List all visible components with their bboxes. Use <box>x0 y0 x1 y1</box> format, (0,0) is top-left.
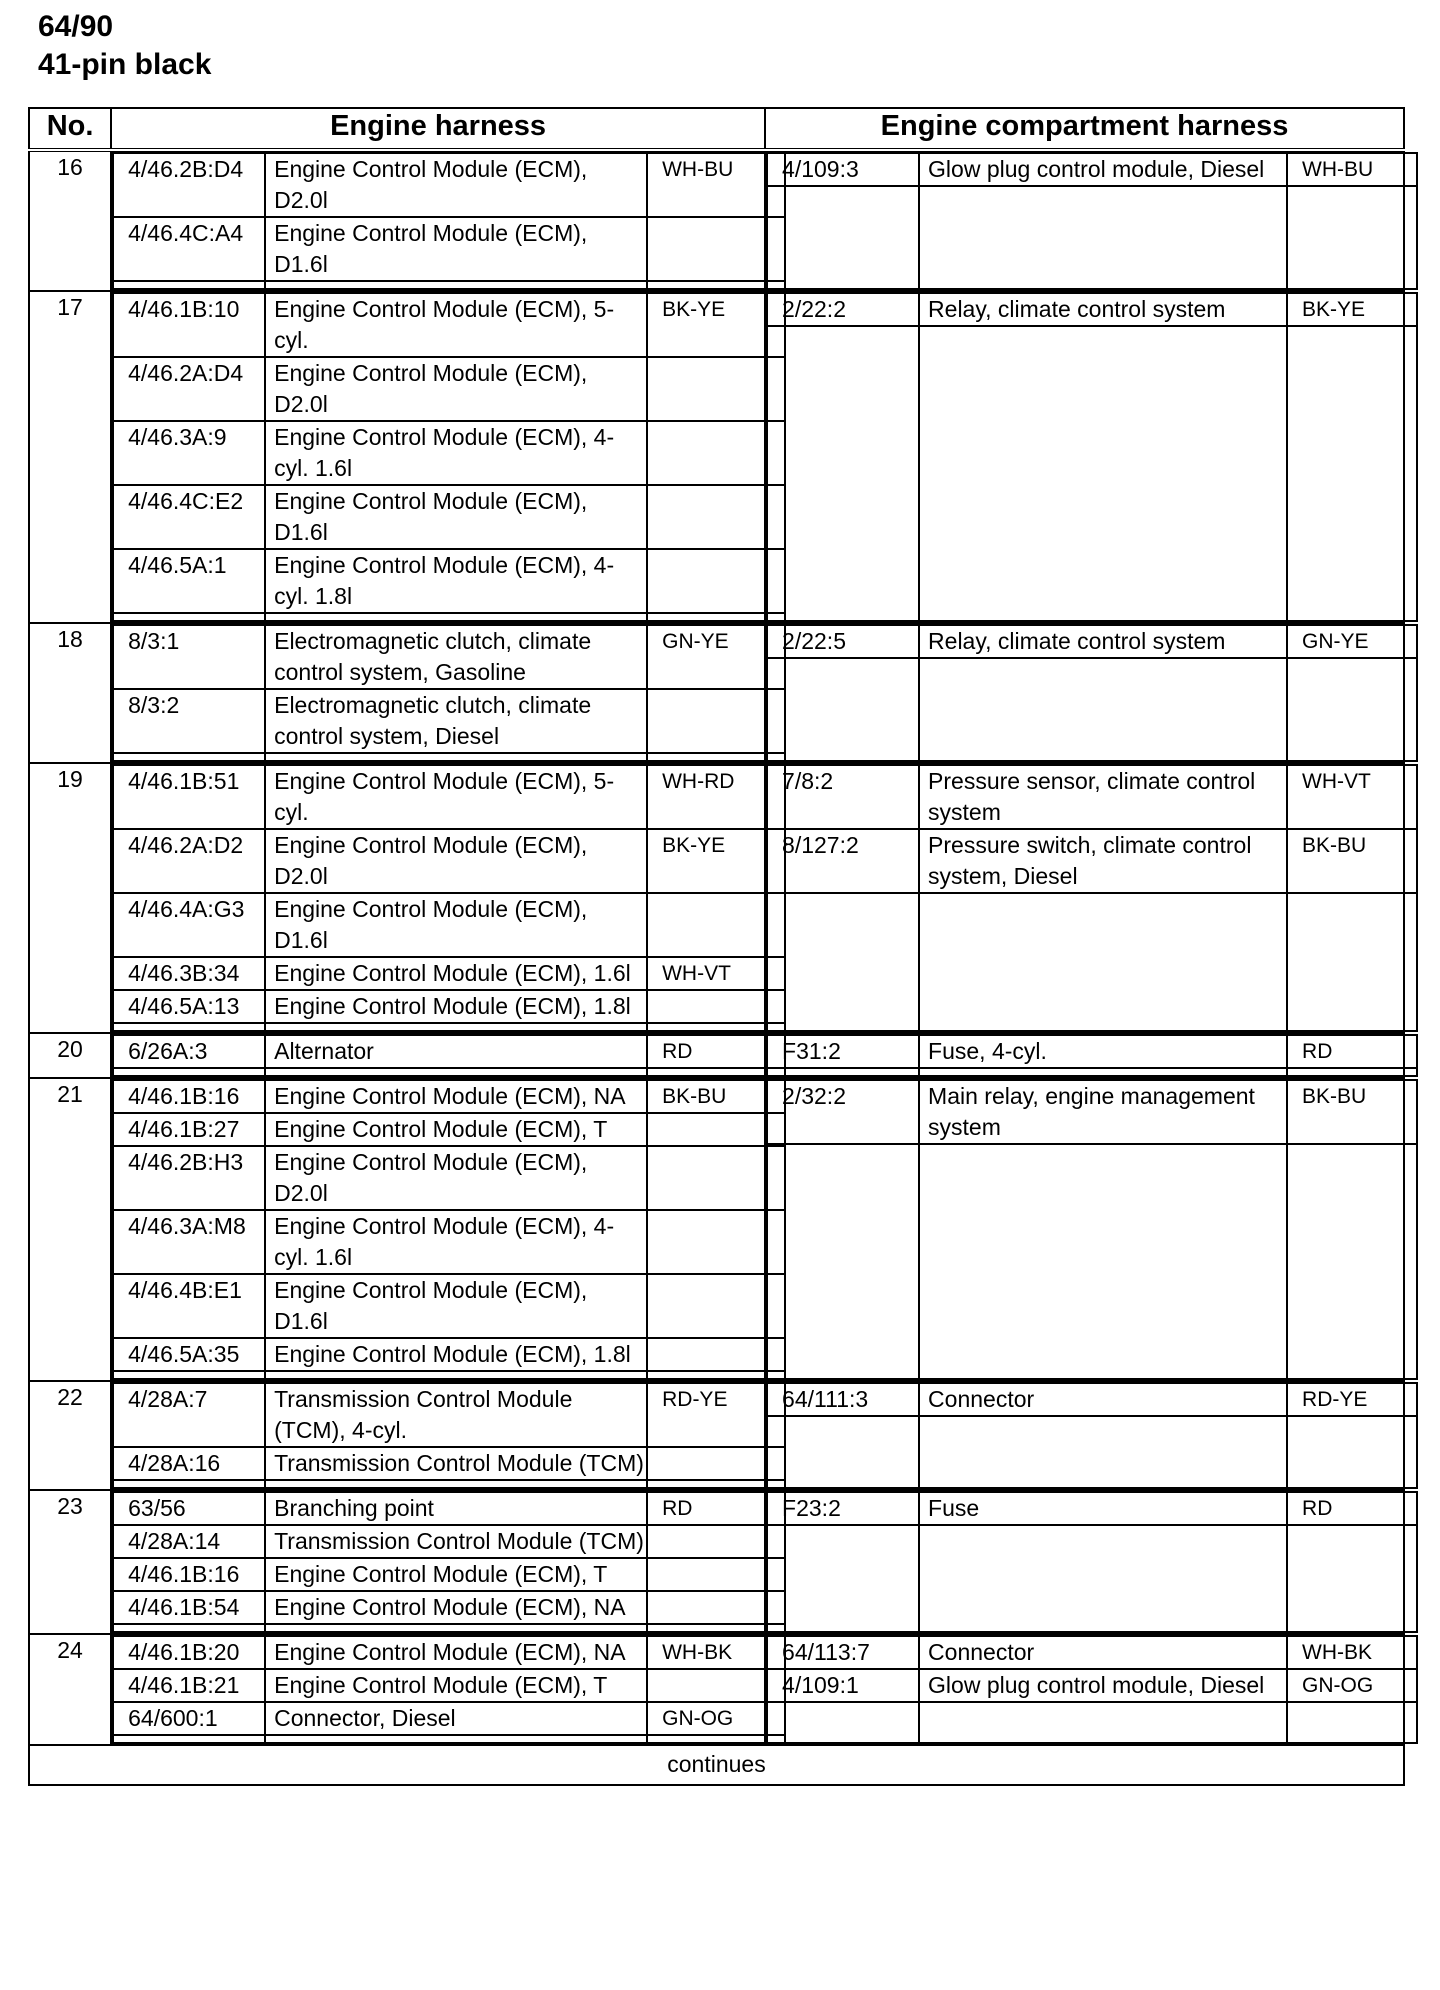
row-number: 23 <box>29 1490 111 1634</box>
spacer-row <box>113 1735 785 1743</box>
connection-entry <box>113 1274 785 1338</box>
wire-color: RD <box>1287 1492 1417 1525</box>
connector-id: 4/46.3A:M8 <box>113 1210 265 1274</box>
component-description: Pressure switch, climate control system, Diesel <box>919 829 1287 893</box>
spacer-row <box>113 753 785 761</box>
table-row <box>29 1033 1404 1078</box>
component-description: Branching point <box>265 1492 647 1525</box>
connection-entry <box>113 957 785 990</box>
connector-id: 4/46.1B:20 <box>113 1636 265 1669</box>
component-description: Engine Control Module (ECM), 1.8l <box>265 990 647 1023</box>
connector-id: 4/46.1B:51 <box>113 765 265 829</box>
component-description: Connector <box>919 1636 1287 1669</box>
connection-entry <box>113 217 785 281</box>
table-row <box>29 1381 1404 1490</box>
wire-color: WH-BK <box>647 1636 785 1669</box>
row-number: 20 <box>29 1033 111 1078</box>
connector-id: 4/46.2A:D2 <box>113 829 265 893</box>
connection-entry <box>767 829 1417 893</box>
component-description: Engine Control Module (ECM), D2.0l <box>265 1146 647 1210</box>
wire-color: WH-BU <box>1287 153 1417 186</box>
wire-color: RD-YE <box>647 1383 785 1447</box>
table-row <box>29 150 1404 291</box>
component-description: Engine Control Module (ECM), 1.6l <box>265 957 647 990</box>
component-description: Relay, climate control system <box>919 625 1287 658</box>
connection-entry <box>113 625 785 689</box>
component-description: Engine Control Module (ECM), 5-cyl. <box>265 293 647 357</box>
wire-color: GN-YE <box>647 625 785 689</box>
spacer-row <box>113 1371 785 1379</box>
connection-entry <box>113 1636 785 1669</box>
component-description: Engine Control Module (ECM), T <box>265 1113 647 1146</box>
connection-entry <box>113 421 785 485</box>
connector-id: 64/111:3 <box>767 1383 919 1416</box>
spacer-row <box>113 281 785 289</box>
table-row <box>29 291 1404 623</box>
connector-id: 7/8:2 <box>767 765 919 829</box>
component-description: Engine Control Module (ECM), 4-cyl. 1.6l <box>265 1210 647 1274</box>
component-description: Engine Control Module (ECM), D1.6l <box>265 485 647 549</box>
component-description: Engine Control Module (ECM), 4-cyl. 1.8l <box>265 549 647 613</box>
table-row <box>29 1490 1404 1634</box>
wire-color: BK-BU <box>1287 829 1417 893</box>
connection-entry <box>113 549 785 613</box>
wire-color: WH-VT <box>647 957 785 990</box>
table-row <box>29 763 1404 1033</box>
table-row <box>29 1078 1404 1381</box>
compartment-harness-cell <box>765 763 1404 1033</box>
wire-color: BK-BU <box>1287 1080 1417 1144</box>
component-description: Fuse <box>919 1492 1287 1525</box>
connector-id: 2/22:5 <box>767 625 919 658</box>
spacer-row <box>767 186 1417 289</box>
connector-id: 8/3:2 <box>113 689 265 753</box>
connector-id: 4/46.1B:21 <box>113 1669 265 1702</box>
table-body <box>29 150 1404 1745</box>
connector-id: F31:2 <box>767 1035 919 1068</box>
connector-id: 64/600:1 <box>113 1702 265 1735</box>
connector-id: F23:2 <box>767 1492 919 1525</box>
engine-harness-cell <box>111 1033 765 1078</box>
page-header <box>38 8 211 84</box>
connector-id: 4/46.1B:54 <box>113 1591 265 1624</box>
harness-table <box>28 107 1405 1786</box>
connector-id: 4/46.4A:G3 <box>113 893 265 957</box>
connection-entry <box>113 1558 785 1591</box>
page-subtitle: 41-pin black <box>38 48 212 81</box>
table-row <box>29 623 1404 763</box>
row-number: 19 <box>29 763 111 1033</box>
connection-entry <box>113 893 785 957</box>
connection-entry <box>113 1383 785 1447</box>
connection-entry <box>113 1591 785 1624</box>
engine-harness-cell <box>111 1381 765 1490</box>
wire-color: WH-RD <box>647 765 785 829</box>
component-description: Alternator <box>265 1035 647 1068</box>
connection-entry <box>767 293 1417 326</box>
connector-id: 2/22:2 <box>767 293 919 326</box>
row-number: 24 <box>29 1634 111 1745</box>
component-description: Engine Control Module (ECM), 4-cyl. 1.6l <box>265 421 647 485</box>
connection-entry <box>113 357 785 421</box>
component-description: Transmission Control Module (TCM) <box>265 1447 647 1480</box>
compartment-harness-cell <box>765 623 1404 763</box>
connection-entry <box>113 765 785 829</box>
wire-color: RD-YE <box>1287 1383 1417 1416</box>
connector-id: 2/32:2 <box>767 1080 919 1144</box>
spacer-row <box>113 1023 785 1031</box>
component-description: Electromagnetic clutch, climate control system, Gasoline <box>265 625 647 689</box>
connection-entry <box>113 1035 785 1068</box>
connector-id: 8/3:1 <box>113 625 265 689</box>
connection-entry <box>113 1492 785 1525</box>
wire-color: WH-VT <box>1287 765 1417 829</box>
component-description: Glow plug control module, Diesel <box>919 1669 1287 1702</box>
engine-harness-cell <box>111 1634 765 1745</box>
footer-row <box>29 1745 1404 1785</box>
compartment-harness-cell <box>765 1033 1404 1078</box>
spacer-row <box>767 1068 1417 1076</box>
connector-id: 8/127:2 <box>767 829 919 893</box>
connector-id: 4/46.2B:D4 <box>113 153 265 217</box>
spacer-row <box>113 613 785 621</box>
connection-entry <box>767 1492 1417 1525</box>
spacer-row <box>767 1525 1417 1632</box>
connector-id: 4/46.5A:13 <box>113 990 265 1023</box>
component-description: Engine Control Module (ECM), D1.6l <box>265 217 647 281</box>
connector-id: 4/46.2A:D4 <box>113 357 265 421</box>
connector-id: 4/46.1B:10 <box>113 293 265 357</box>
component-description: Engine Control Module (ECM), 1.8l <box>265 1338 647 1371</box>
engine-harness-cell <box>111 1490 765 1634</box>
connector-id: 63/56 <box>113 1492 265 1525</box>
component-description: Engine Control Module (ECM), NA <box>265 1591 647 1624</box>
wire-color: RD <box>647 1492 785 1525</box>
component-description: Connector, Diesel <box>265 1702 647 1735</box>
wire-color: WH-BU <box>647 153 785 217</box>
wire-color: BK-YE <box>647 293 785 357</box>
component-description: Fuse, 4-cyl. <box>919 1035 1287 1068</box>
wire-color: WH-BK <box>1287 1636 1417 1669</box>
component-description: Main relay, engine management system <box>919 1080 1287 1144</box>
connector-id: 4/46.5A:1 <box>113 549 265 613</box>
wire-color: BK-BU <box>647 1080 785 1113</box>
engine-harness-cell <box>111 763 765 1033</box>
component-description: Relay, climate control system <box>919 293 1287 326</box>
engine-harness-cell <box>111 623 765 763</box>
connection-entry <box>767 1035 1417 1068</box>
component-description: Engine Control Module (ECM), 5-cyl. <box>265 765 647 829</box>
component-description: Electromagnetic clutch, climate control system, Diesel <box>265 689 647 753</box>
connector-id: 4/109:1 <box>767 1669 919 1702</box>
spacer-row <box>767 658 1417 761</box>
compartment-harness-cell <box>765 291 1404 623</box>
connector-id: 64/113:7 <box>767 1636 919 1669</box>
component-description: Transmission Control Module (TCM), 4-cyl. <box>265 1383 647 1447</box>
wire-color: BK-YE <box>647 829 785 893</box>
page-ref: 64/90 <box>38 10 114 43</box>
spacer-row <box>767 1702 1417 1743</box>
connector-id: 4/46.1B:16 <box>113 1080 265 1113</box>
compartment-harness-cell <box>765 1634 1404 1745</box>
connector-id: 6/26A:3 <box>113 1035 265 1068</box>
component-description: Engine Control Module (ECM), D2.0l <box>265 153 647 217</box>
header-no: No. <box>29 108 111 150</box>
connector-id: 4/109:3 <box>767 153 919 186</box>
row-number: 16 <box>29 150 111 291</box>
wire-color: RD <box>647 1035 785 1068</box>
row-number: 17 <box>29 291 111 623</box>
wire-color: GN-OG <box>1287 1669 1417 1702</box>
header-compartment-harness: Engine compartment harness <box>765 108 1404 150</box>
connection-entry <box>113 1669 785 1702</box>
compartment-harness-cell <box>765 1078 1404 1381</box>
engine-harness-cell <box>111 150 765 291</box>
connection-entry <box>113 1525 785 1558</box>
spacer-row <box>767 1416 1417 1488</box>
component-description: Engine Control Module (ECM), T <box>265 1669 647 1702</box>
component-description: Connector <box>919 1383 1287 1416</box>
compartment-harness-cell <box>765 150 1404 291</box>
connection-entry <box>767 625 1417 658</box>
connector-id: 4/46.3A:9 <box>113 421 265 485</box>
connector-id: 4/46.1B:16 <box>113 1558 265 1591</box>
row-number: 22 <box>29 1381 111 1490</box>
wire-color: BK-YE <box>1287 293 1417 326</box>
component-description: Engine Control Module (ECM), NA <box>265 1636 647 1669</box>
connector-id: 4/46.4C:A4 <box>113 217 265 281</box>
connection-entry <box>113 1338 785 1371</box>
connection-entry <box>767 153 1417 186</box>
connection-entry <box>767 1669 1417 1702</box>
compartment-harness-cell <box>765 1490 1404 1634</box>
connector-id: 4/28A:14 <box>113 1525 265 1558</box>
continues-label: continues <box>29 1745 1404 1785</box>
connection-entry <box>113 689 785 753</box>
connection-entry <box>113 829 785 893</box>
connection-entry <box>767 1636 1417 1669</box>
connection-entry <box>113 1080 785 1113</box>
spacer-row <box>113 1068 785 1076</box>
connection-entry <box>767 1383 1417 1416</box>
component-description: Pressure sensor, climate control system <box>919 765 1287 829</box>
component-description: Engine Control Module (ECM), NA <box>265 1080 647 1113</box>
connection-entry <box>113 1210 785 1274</box>
wire-color: RD <box>1287 1035 1417 1068</box>
connection-entry <box>113 1113 785 1146</box>
connection-entry <box>113 485 785 549</box>
engine-harness-cell <box>111 291 765 623</box>
connection-entry <box>767 1080 1417 1144</box>
connection-entry <box>113 1447 785 1480</box>
connector-id: 4/28A:16 <box>113 1447 265 1480</box>
component-description: Transmission Control Module (TCM) <box>265 1525 647 1558</box>
connection-entry <box>113 990 785 1023</box>
spacer-row <box>113 1624 785 1632</box>
component-description: Engine Control Module (ECM), T <box>265 1558 647 1591</box>
table-header-row <box>29 108 1404 150</box>
header-engine-harness: Engine harness <box>111 108 765 150</box>
spacer-row <box>767 893 1417 1031</box>
connection-entry <box>113 1702 785 1735</box>
connection-entry <box>113 293 785 357</box>
connection-entry <box>767 765 1417 829</box>
connector-id: 4/46.3B:34 <box>113 957 265 990</box>
connector-id: 4/46.5A:35 <box>113 1338 265 1371</box>
spacer-row <box>113 1480 785 1488</box>
component-description: Engine Control Module (ECM), D2.0l <box>265 357 647 421</box>
table-row <box>29 1634 1404 1745</box>
engine-harness-cell <box>111 1078 765 1381</box>
wire-color: GN-OG <box>647 1702 785 1735</box>
connector-id: 4/46.2B:H3 <box>113 1146 265 1210</box>
row-number: 18 <box>29 623 111 763</box>
connector-id: 4/46.1B:27 <box>113 1113 265 1146</box>
wire-color: GN-YE <box>1287 625 1417 658</box>
spacer-row <box>767 1144 1417 1379</box>
connection-entry <box>113 153 785 217</box>
connection-entry <box>113 1146 785 1210</box>
component-description: Engine Control Module (ECM), D1.6l <box>265 893 647 957</box>
component-description: Engine Control Module (ECM), D1.6l <box>265 1274 647 1338</box>
component-description: Glow plug control module, Diesel <box>919 153 1287 186</box>
spacer-row <box>767 326 1417 621</box>
connector-id: 4/46.4C:E2 <box>113 485 265 549</box>
component-description: Engine Control Module (ECM), D2.0l <box>265 829 647 893</box>
row-number: 21 <box>29 1078 111 1381</box>
connector-id: 4/28A:7 <box>113 1383 265 1447</box>
compartment-harness-cell <box>765 1381 1404 1490</box>
connector-id: 4/46.4B:E1 <box>113 1274 265 1338</box>
